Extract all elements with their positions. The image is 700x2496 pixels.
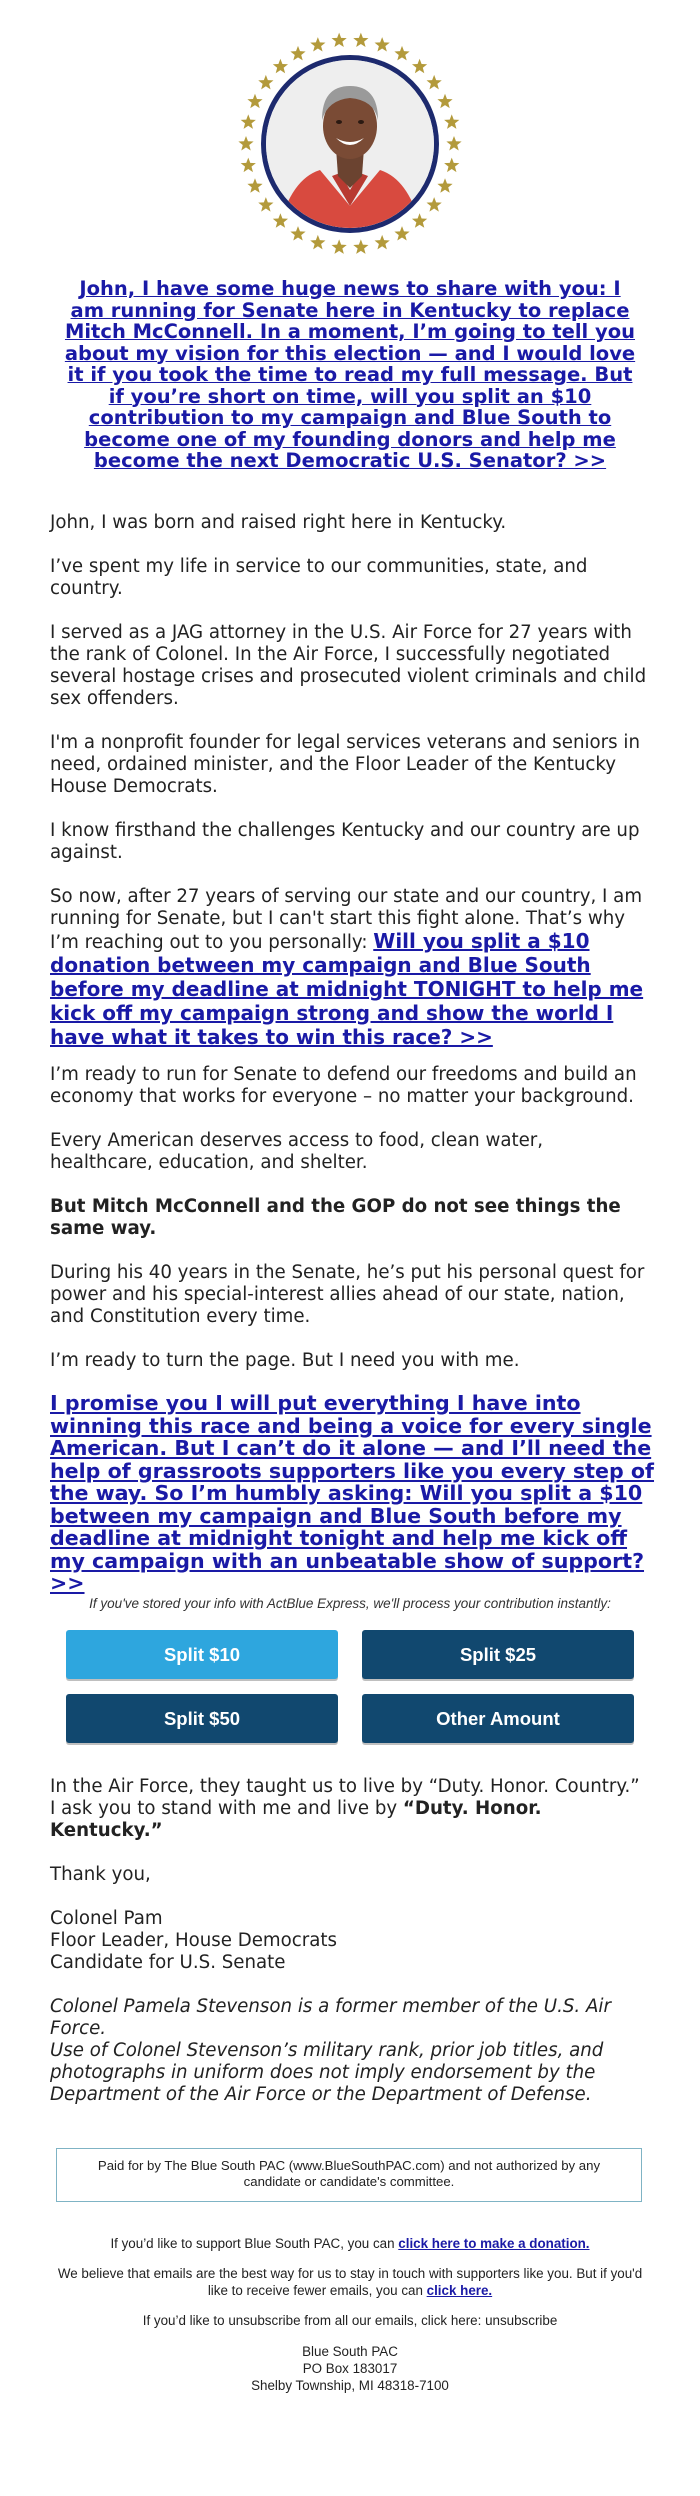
star-icon — [353, 239, 368, 253]
inline-donate-link[interactable]: Will you split a $10 donation between my campaign and Blue South before my deadline at midnight TONIGHT to help me kick off my campaign strong and show the world I have what it takes to win this race? >> — [50, 929, 644, 1049]
body-paragraph-5: I know firsthand the challenges Kentucky and our country are up against. — [50, 820, 640, 863]
body-paragraph-11: I’m ready to turn the page. But I need you with me. — [50, 1350, 520, 1371]
body-paragraph-9: But Mitch McConnell and the GOP do not see things the same way. — [50, 1196, 621, 1239]
signature-name: Colonel Pam — [50, 1908, 163, 1929]
donation-link[interactable]: click here to make a donation. — [398, 2236, 590, 2251]
body-paragraph-4: I'm a nonprofit founder for legal services veterans and seniors in need, ordained minister, and the Floor Leader of the Kentucky House Democrats. — [50, 732, 640, 797]
star-icon — [258, 75, 273, 89]
footer-address-1: Blue South PAC — [302, 2344, 398, 2359]
star-icon — [437, 94, 452, 108]
paid-for-box: Paid for by The Blue South PAC (www.BlueSouthPAC.com) and not authorized by any candidate or candidate's committee. — [56, 2148, 642, 2202]
body-paragraph-10: During his 40 years in the Senate, he’s put his personal quest for power and his special-interest allies ahead of our state, nation, and Constitution every time. — [50, 1262, 645, 1327]
disclaimer-2: Use of Colonel Stevenson’s military rank, prior job titles, and photographs in uniform does not imply endorsement by the Department of the Air Force or the Department of Defense. — [50, 2040, 604, 2105]
star-icon — [394, 226, 409, 240]
star-icon — [273, 213, 288, 227]
star-icon — [394, 46, 409, 60]
star-icon — [446, 136, 461, 150]
body-paragraph-7: I’m ready to run for Senate to defend our freedoms and build an economy that works for everyone – no matter your background. — [50, 1064, 637, 1107]
split-25-button[interactable]: Split $25 — [362, 1630, 634, 1679]
fewer-emails-link[interactable]: click here. — [426, 2282, 493, 2298]
disclaimer-1: Colonel Pamela Stevenson is a former member of the U.S. Air Force. — [50, 1996, 611, 2039]
body-paragraph-2: I’ve spent my life in service to our communities, state, and country. — [50, 556, 588, 599]
star-icon — [332, 239, 347, 253]
footer-fewer-emails — [50, 2266, 650, 2299]
star-icon — [412, 213, 427, 227]
thanks-text: Thank you, — [50, 1864, 151, 1885]
star-icon — [238, 136, 253, 150]
footer-address-2: PO Box 183017 — [302, 2361, 398, 2376]
footer-unsubscribe[interactable]: If you’d like to unsubscribe from all our emails, click here: unsubscribe — [142, 2313, 558, 2328]
star-icon — [310, 37, 325, 51]
star-icon — [273, 59, 288, 73]
star-icon — [444, 114, 459, 128]
star-icon — [427, 197, 442, 211]
star-icon — [310, 235, 325, 249]
star-icon — [258, 197, 273, 211]
signature-title-1: Floor Leader, House Democrats — [50, 1930, 337, 1951]
star-icon — [247, 178, 262, 192]
star-icon — [247, 94, 262, 108]
candidate-portrait — [236, 30, 464, 258]
other-amount-button[interactable]: Other Amount — [362, 1694, 634, 1743]
footer-support-line — [50, 2236, 650, 2253]
star-icon — [375, 37, 390, 51]
star-icon — [412, 59, 427, 73]
footer-address-3: Shelby Township, MI 48318-7100 — [251, 2378, 449, 2393]
star-icon — [332, 33, 347, 47]
body-paragraph-8: Every American deserves access to food, clean water, healthcare, education, and shelter. — [50, 1130, 544, 1173]
star-icon — [290, 46, 305, 60]
star-icon — [375, 235, 390, 249]
footer-fewer-text: We believe that emails are the best way for us to stay in touch with supporters like you. But if you'd like to receive fewer emails, you can — [57, 2266, 643, 2298]
body-paragraph-6 — [50, 886, 650, 1050]
split-50-button[interactable]: Split $50 — [66, 1694, 338, 1743]
split-10-button[interactable]: Split $10 — [66, 1630, 338, 1679]
star-icon — [437, 178, 452, 192]
body-paragraph-1: John, I was born and raised right here in Kentucky. — [50, 512, 507, 533]
closing-paragraph — [50, 1776, 650, 1842]
headline-donate-link[interactable]: John, I have some huge news to share with you: I am running for Senate here in Kentucky to replace Mitch McConnell. In a moment, I’m going to tell you about my vision for this election — and I would love it if you took the time to read my full message. But if you’re short on time, will you split an $10 contribution to my campaign and Blue South to become one of my founding donors and help me become the next Democratic U.S. Senator? >> — [64, 277, 636, 472]
star-icon — [241, 158, 256, 172]
star-icon — [241, 114, 256, 128]
body-paragraph-3: I served as a JAG attorney in the U.S. Air Force for 27 years with the rank of Colonel. In the Air Force, I successfully negotiated several hostage crises and prosecuted violent criminals and child sex offenders. — [50, 622, 647, 709]
star-icon — [444, 158, 459, 172]
signature-title-2: Candidate for U.S. Senate — [50, 1952, 286, 1973]
star-icon — [353, 33, 368, 47]
actblue-note: If you've stored your info with ActBlue Express, we'll process your contribution instantly: — [89, 1596, 611, 1611]
star-icon — [427, 75, 442, 89]
star-icon — [290, 226, 305, 240]
big-donate-link[interactable]: I promise you I will put everything I have into winning this race and being a voice for every single American. But I can’t do it alone — and I’ll need the help of grassroots supporters like you every step of the way. So I’m humbly asking: Will you split a $10 between my campaign and Blue South before my deadline at midnight tonight and help me kick off my campaign with an unbeatable show of support? >> — [50, 1391, 655, 1595]
closing-paragraph-bold: “Duty. Honor. Kentucky.” — [50, 1798, 542, 1841]
closing-paragraph-text: In the Air Force, they taught us to live by “Duty. Honor. Country.” I ask you to stand with me and live by — [50, 1776, 640, 1819]
body-paragraph-6-text: So now, after 27 years of serving our state and our country, I am running for Senate, but I can't start this fight alone. That’s why I’m reaching out to you personally: — [50, 886, 643, 953]
footer-support-text: If you’d like to support Blue South PAC, you can — [110, 2236, 399, 2251]
